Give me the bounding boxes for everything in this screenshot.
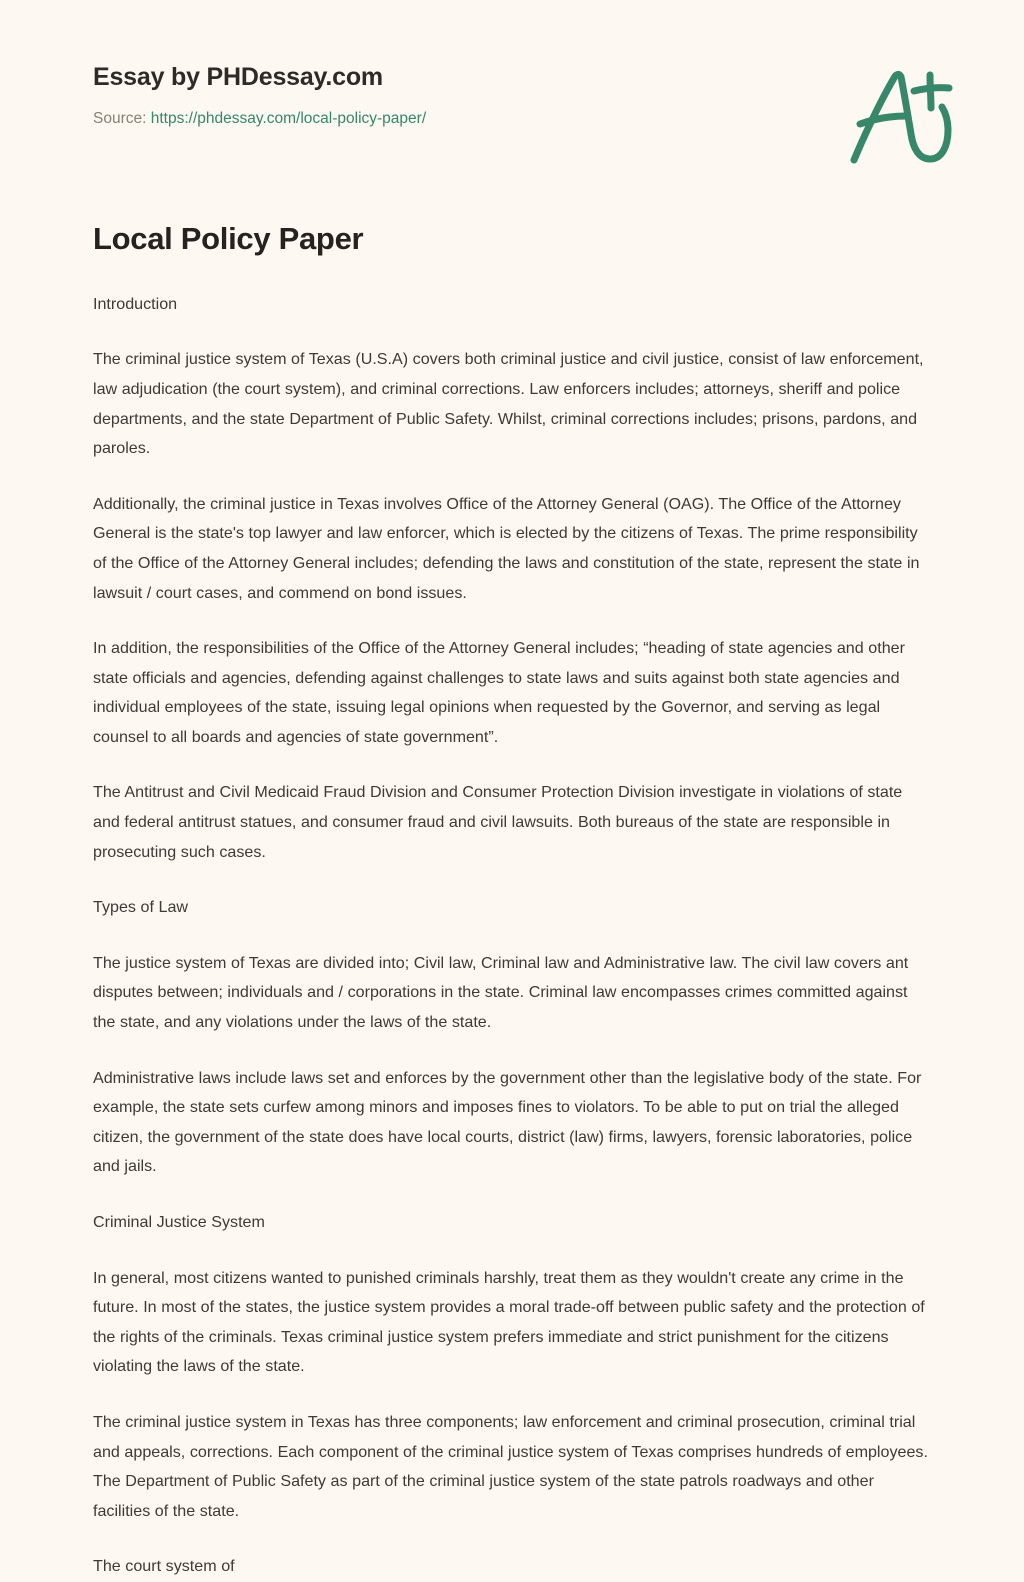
section-heading: Introduction: [93, 294, 178, 313]
body-paragraph: In general, most citizens wanted to punished criminals harshly, treat them as they wouldn't create any crime in the future. In most of the states, the justice system provides a moral trade-off between public safety and the protection of the rights of the criminals. Texas criminal justice system prefers immediate and strict punishment for the citizens violating the laws of the state.: [93, 1268, 925, 1376]
page-header: [0, 0, 1024, 188]
body-paragraph: The Antitrust and Civil Medicaid Fraud Division and Consumer Protection Division investigate in violations of state and federal antitrust statues, and consumer fraud and civil lawsuits. Both bureaus of the state are responsible in prosecuting such cases.: [93, 783, 903, 861]
body-paragraph: The criminal justice system in Texas has three components; law enforcement and criminal prosecution, criminal trial and appeals, corrections. Each component of the criminal justice system of Texas comprises hundreds of employees. The Department of Public Safety as part of the criminal justice system of the state patrols roadways and other facilities of the state.: [93, 1412, 928, 1520]
section-heading: Criminal Justice System: [93, 1213, 265, 1231]
brand-title: Essay by PHDessay.com: [93, 63, 383, 91]
body-paragraph: Administrative laws include laws set and enforces by the government other than the legislative body of the state. For example, the state sets curfew among minors and imposes fines to violators. To be able to put on trial the alleged citizen, the government of the state does have local courts, district (law) firms, lawyers, forensic laboratories, police and jails.: [93, 1068, 922, 1176]
a-plus-logo-icon: [844, 64, 962, 168]
source-line: [93, 109, 960, 129]
source-url-link[interactable]: https://phdessay.com/local-policy-paper/: [150, 110, 427, 127]
source-label: Source:: [93, 110, 147, 127]
body-paragraph: The justice system of Texas are divided into; Civil law, Criminal law and Administrative law. The civil law covers ant disputes between; individuals and / corporations in the state. Criminal law encompasses crimes committed against the state, and any violations under the laws of the state.: [93, 953, 909, 1032]
page-title: Local Policy Paper: [93, 221, 364, 256]
body-paragraph: The court system of: [93, 1557, 235, 1576]
body-paragraph: In addition, the responsibilities of the Office of the Attorney General includes; “heading of state agencies and other state officials and agencies, defending against challenges to state laws and suits against both state agencies and individual employees of the state, issuing legal opinions when requested by the Governor, and serving as legal counsel to all boards and agencies of state government”.: [93, 639, 905, 746]
body-paragraph: Additionally, the criminal justice in Texas involves Office of the Attorney General (OAG). The Office of the Attorney General is the state's top lawyer and law enforcer, which is elected by the citizens of Texas. The prime responsibility of the Office of the Attorney General includes; defending the laws and constitution of the state, represent the state in lawsuit / court cases, and commend on bond issues.: [93, 494, 920, 602]
section-heading: Types of Law: [93, 898, 189, 917]
essay-body: [0, 259, 1024, 1582]
body-paragraph: The criminal justice system of Texas (U.S.A) covers both criminal justice and civil justice, consist of law enforcement, law adjudication (the court system), and criminal corrections. Law enforcers includes; attorneys, sheriff and police departments, and the state Department of Public Safety. Whilst, criminal corrections includes; prisons, pardons, and paroles.: [93, 350, 924, 458]
